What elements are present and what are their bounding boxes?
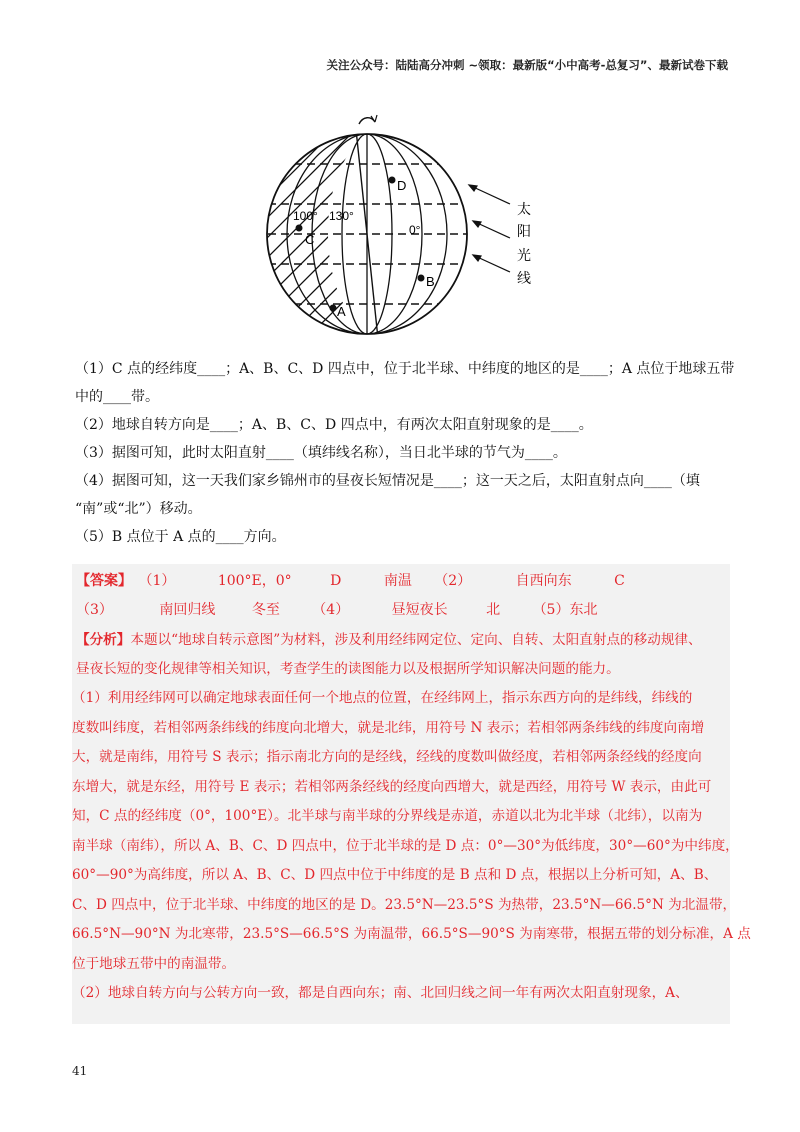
analysis-paragraph-line: （2）地球自转方向与公转方向一致，都是自西向东；南、北回归线之间一年有两次太阳直射现象，A、 [72, 985, 689, 1001]
answer-item: （1） [138, 573, 176, 589]
answer-item: 100°E，0° [217, 573, 292, 589]
answer-item: 冬至 [251, 602, 280, 618]
analysis-paragraph-line: 知，C 点的经纬度（0°，100°E）。北半球与南半球的分界线是赤道，赤道以北为北半球（北纬），以南为 [72, 808, 703, 824]
sun-char-1: 太 [517, 202, 531, 218]
question-2: （2）地球自转方向是____；A、B、C、D 四点中，有两次太阳直射现象的是____。 [75, 417, 593, 433]
answer-item: 昼短夜长 [391, 602, 448, 618]
analysis-paragraph-line: 大，就是南纬，用符号 S 表示；指示南北方向的是经线，经线的度数叫做经度，若相邻两条经线的经度向 [72, 749, 702, 765]
question-5: （5）B 点位于 A 点的____方向。 [75, 529, 286, 545]
analysis-paragraph-line: 66.5°N—90°N 为北寒带，23.5°S—66.5°S 为南温带，66.5°S—90°S 为南寒带，根据五带的划分标准，A 点 [72, 926, 751, 942]
answer-item: D [330, 573, 342, 589]
point-d-marker [389, 177, 396, 184]
questions [75, 355, 735, 551]
analysis-paragraph-line: 东增大，就是东经，用符号 E 表示；若相邻两条经线的经度向西增大，就是西经，用符号 W 表示，由此可 [72, 778, 712, 795]
analysis-paragraph-line: C、D 四点中，位于北半球、中纬度的地区的是 D。23.5°N—23.5°S 为热带，23.5°N—66.5°N 为北温带， [72, 896, 737, 913]
page-header: 关注公众号：陆陆高分冲刺 ~领取：最新版“小中高考-总复习”、最新试卷下载 [326, 58, 728, 72]
answer-item: 南回归线 [159, 602, 216, 618]
answer-row-2 [76, 596, 730, 626]
earth-rotation-figure [255, 110, 555, 346]
answer-item: （3） [76, 602, 113, 618]
question-1-line-1: （1）C 点的经纬度____；A、B、C、D 四点中，位于北半球、中纬度的地区的是____；A 点位于地球五带 [75, 361, 735, 377]
analysis-paragraph-line: （1）利用经纬网可以确定地球表面任何一个地点的位置，在经纬网上，指示东西方向的是纬线，纬线的 [72, 690, 693, 706]
label-130: 130° [329, 209, 354, 223]
label-d: D [397, 178, 407, 193]
answer-item: （4） [312, 602, 350, 618]
label-0: 0° [409, 223, 421, 237]
analysis-line-2: 昼夜长短的变化规律等相关知识，考查学生的读图能力以及根据所学知识解决问题的能力。 [76, 661, 620, 677]
sun-char-4: 线 [517, 271, 531, 287]
answer-item: C [614, 573, 625, 589]
answer-item: （5）东北 [532, 602, 598, 618]
question-1-line-2: 中的____带。 [75, 389, 159, 405]
analysis-paragraph-line: 位于地球五带中的南温带。 [72, 955, 236, 972]
point-b-marker [418, 275, 425, 282]
label-c: C [305, 232, 315, 247]
answer-item: 南温 [383, 573, 412, 589]
point-a-marker [330, 305, 337, 312]
globe-diagram [255, 110, 555, 346]
analysis-text: 本题以“地球自转示意图”为材料，涉及利用经纬网定位、定向、自转、太阳直射点的移动规律、 [130, 632, 702, 648]
analysis-label: 【分析】 [76, 632, 131, 648]
answer-item: 自西向东 [515, 573, 572, 589]
answer-item: 北 [486, 602, 501, 618]
analysis-body [72, 684, 751, 1009]
label-b: B [426, 274, 435, 289]
label-100: 100° [293, 209, 318, 223]
question-4-line-1: （4）据图可知，这一天我们家乡锦州市的昼夜长短情况是____；这一天之后，太阳直射点向____（填 [75, 473, 700, 489]
page-number: 41 [72, 1064, 88, 1078]
question-3: （3）据图可知，此时太阳直射____（填纬线名称），当日北半球的节气为____。 [75, 445, 567, 461]
analysis-line-1 [76, 626, 730, 656]
question-4-line-2: “南”或“北”）移动。 [75, 501, 202, 517]
label-a: A [337, 304, 346, 319]
analysis-paragraph-line: 度数叫纬度，若相邻两条纬线的纬度向北增大，就是北纬，用符号 N 表示；若相邻两条纬线的纬度向南增 [72, 719, 705, 736]
answer-item: （2） [434, 573, 472, 589]
analysis-paragraph-line: 60°—90°为高纬度，所以 A、B、C、D 四点中位于中纬度的是 B 点和 D 点，根据以上分析可知，A、B、 [72, 867, 718, 883]
sun-char-2: 阳 [517, 224, 531, 240]
answer-row-1 [76, 567, 730, 597]
analysis-paragraph-line: 南半球（南纬），所以 A、B、C、D 四点中，位于北半球的是 D 点：0°—30°为低纬度，30°—60°为中纬度， [72, 837, 739, 854]
sun-char-3: 光 [517, 248, 531, 264]
answer-label: 【答案】 [76, 573, 132, 589]
point-c-marker [296, 225, 303, 232]
